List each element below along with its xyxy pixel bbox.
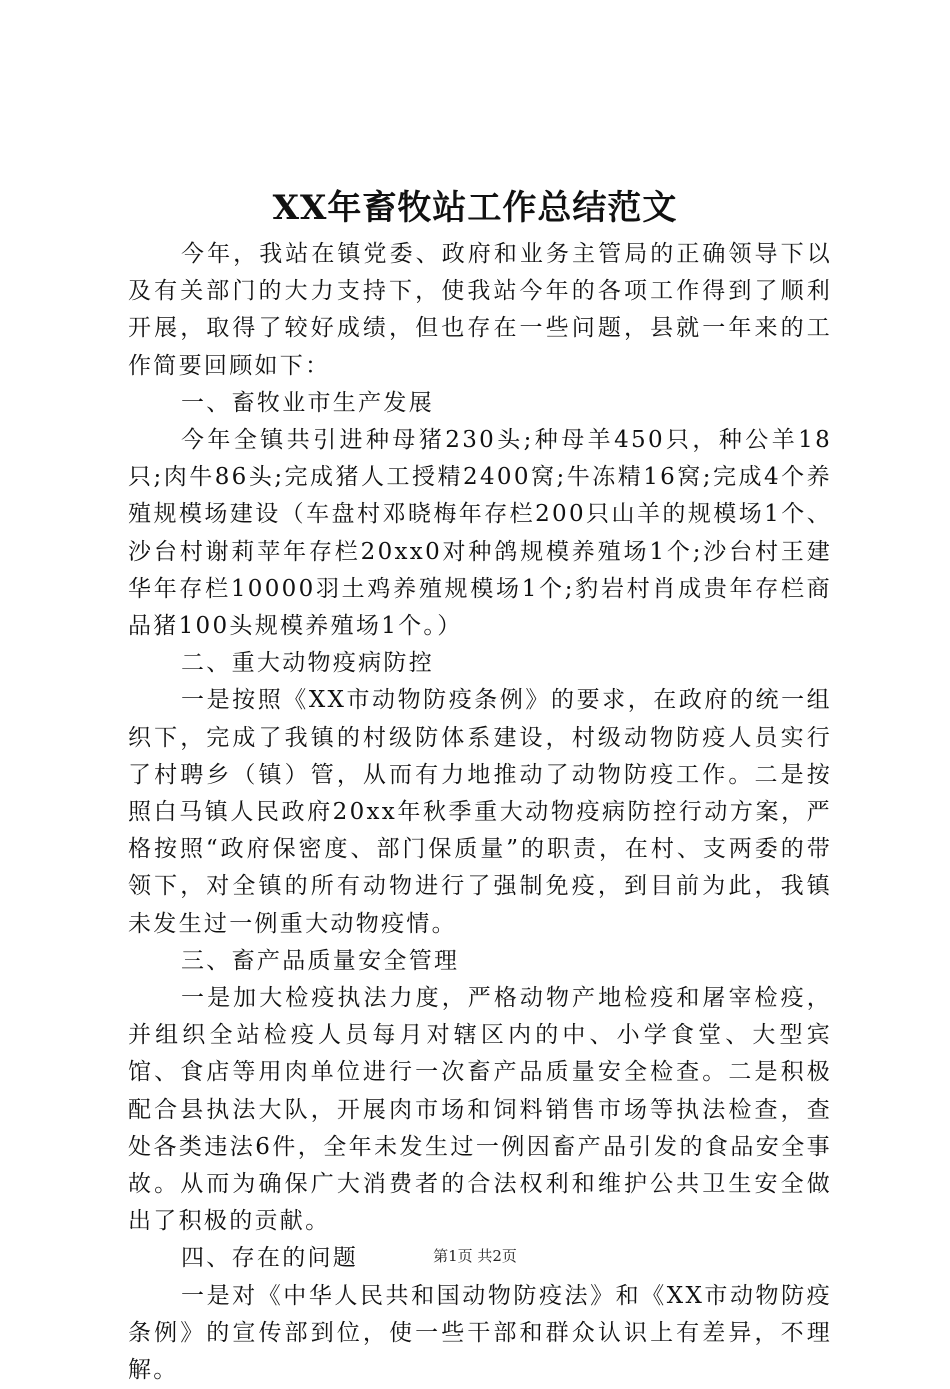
- section-2-paragraph: 一是按照《XX市动物防疫条例》的要求，在政府的统一组织下，完成了我镇的村级防体系建设，村级动物防疫人员实行了村聘乡（镇）管，从而有力地推动了动物防疫工作。二是按照白马镇人民政府20xx年秋季重大动物疫病防控行动方案，严格按照“政府保密度、部门保质量”的职责，在村、支两委的带领下，对全镇的所有动物进行了强制免疫，到目前为此，我镇未发生过一例重大动物疫情。: [128, 687, 832, 937]
- section-heading-3: 三、畜产品质量安全管理: [181, 947, 460, 974]
- section-1-paragraph: 今年全镇共引进种母猪230头;种母羊450只，种公羊18只;肉牛86头;完成猪人工授精2400窝;牛冻精16窝;完成4个养殖规模场建设（车盘村邓晓梅年存栏200只山羊的规模场1个、沙台村谢莉苹年存栏20xx0对种鸽规模养殖场1个;沙台村王建华年存栏10000羽土鸡养殖规模场1个;豹岩村肖成贵年存栏商品猪100头规模养殖场1个。）: [128, 427, 832, 640]
- section-heading-1: 一、畜牧业市生产发展: [181, 389, 434, 416]
- page-footer: 第1页 共2页: [433, 1247, 517, 1265]
- document-title: XX年畜牧站工作总结范文: [272, 188, 678, 228]
- section-4-paragraph: 一是对《中华人民共和国动物防疫法》和《XX市动物防疫条例》的宣传部到位，使一些干部和群众认识上有差异，不理解。: [128, 1282, 832, 1384]
- section-heading-4: 四、存在的问题: [181, 1245, 359, 1272]
- intro-paragraph: 今年，我站在镇党委、政府和业务主管局的正确领导下以及有关部门的大力支持下，使我站今年的各项工作得到了顺利开展，取得了较好成绩，但也存在一些问题，县就一年来的工作简要回顾如下：: [128, 241, 832, 379]
- document-body: [128, 236, 832, 1389]
- section-3-paragraph: 一是加大检疫执法力度，严格动物产地检疫和屠宰检疫，并组织全站检疫人员每月对辖区内的中、小学食堂、大型宾馆、食店等用肉单位进行一次畜产品质量安全检查。二是积极配合县执法大队，开展肉市场和饲料销售市场等执法检查，查处各类违法6件，全年未发生过一例因畜产品引发的食品安全事故。从而为确保广大消费者的合法权利和维护公共卫生安全做出了积极的贡献。: [128, 985, 832, 1235]
- section-heading-2: 二、重大动物疫病防控: [181, 650, 434, 677]
